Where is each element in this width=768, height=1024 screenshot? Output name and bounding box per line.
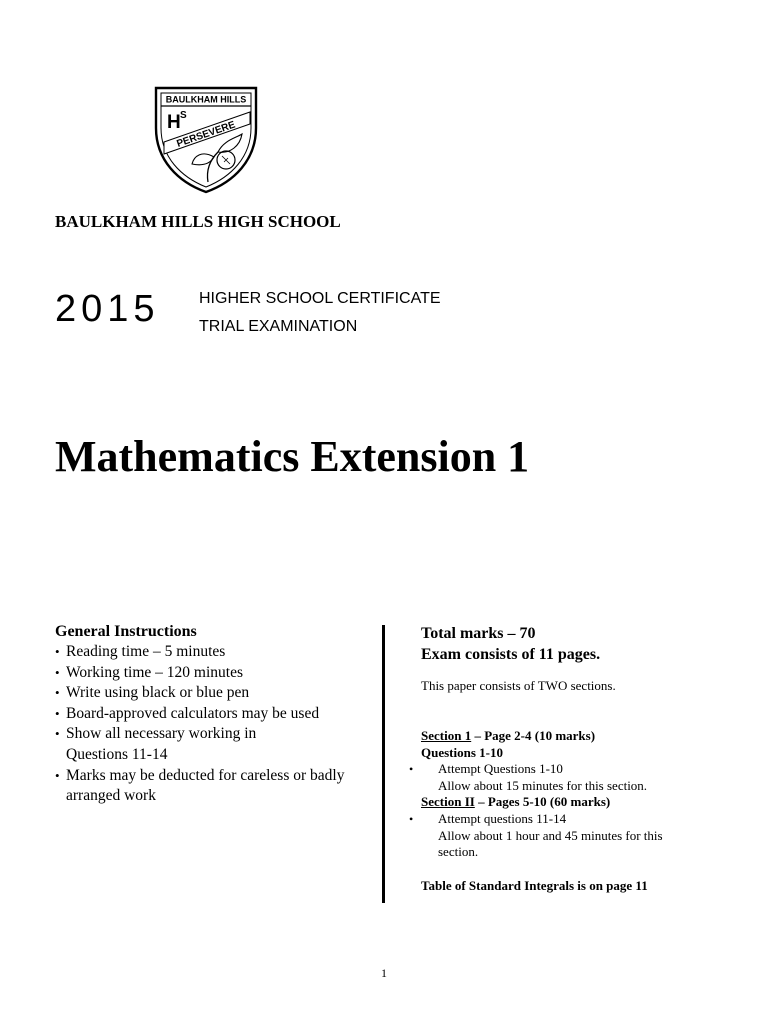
instruction-item: • Show all necessary working in Questions 11-14 bbox=[55, 725, 257, 763]
bullet-icon: • bbox=[55, 726, 60, 742]
svg-text:S: S bbox=[180, 110, 187, 121]
bullet-icon: • bbox=[55, 705, 60, 721]
bullet-icon: • bbox=[409, 811, 414, 826]
section2-time: Allow about 1 hour and 45 minutes for this section. bbox=[438, 827, 663, 860]
section2-heading: Section II – Pages 5-10 (60 marks) bbox=[421, 794, 611, 810]
section1-heading: Section 1 – Page 2-4 (10 marks) bbox=[421, 728, 596, 743]
page-number: 1 bbox=[381, 966, 387, 980]
bullet-icon: • bbox=[409, 762, 414, 777]
instructions-list bbox=[55, 642, 375, 807]
svg-text:BAULKHAM HILLS: BAULKHAM HILLS bbox=[165, 94, 247, 105]
certificate-title: HIGHER SCHOOL CERTIFICATE bbox=[199, 290, 441, 307]
section1-questions: Questions 1-10 bbox=[421, 744, 503, 760]
instruction-item: • Working time – 120 minutes bbox=[55, 663, 375, 684]
subject-title: Mathematics Extension 1 bbox=[55, 432, 530, 481]
bullet-icon: • bbox=[55, 767, 60, 783]
section1-attempt: • Attempt Questions 1-10 bbox=[409, 761, 563, 777]
instructions-heading: General Instructions bbox=[55, 623, 197, 640]
instruction-item: • Marks may be deducted for careless or badly arranged work bbox=[55, 766, 345, 805]
sections-note: This paper consists of TWO sections. bbox=[421, 678, 616, 693]
exam-type: TRIAL EXAMINATION bbox=[199, 318, 358, 335]
instruction-item: • Write using black or blue pen bbox=[55, 683, 375, 704]
instruction-item: • Board-approved calculators may be used bbox=[55, 704, 375, 725]
bullet-icon: • bbox=[55, 644, 60, 659]
bullet-icon: • bbox=[55, 664, 60, 680]
exam-summary bbox=[409, 623, 751, 894]
instruction-item: • Reading time – 5 minutes bbox=[55, 642, 375, 663]
school-name: BAULKHAM HILLS HIGH SCHOOL bbox=[55, 212, 341, 231]
page-count: Exam consists of 11 pages. bbox=[421, 646, 601, 663]
integrals-note: Table of Standard Integrals is on page 11 bbox=[421, 877, 648, 893]
bullet-icon: • bbox=[55, 685, 60, 701]
school-crest-logo bbox=[150, 84, 262, 196]
exam-year: 2015 bbox=[55, 288, 160, 330]
total-marks: Total marks – 70 bbox=[421, 625, 536, 642]
section1-time: Allow about 15 minutes for this section. bbox=[438, 777, 648, 793]
section2-attempt: • Attempt questions 11-14 bbox=[409, 810, 567, 826]
svg-text:PERSEVERE: PERSEVERE bbox=[175, 119, 237, 150]
svg-text:H: H bbox=[167, 112, 181, 133]
column-divider bbox=[382, 625, 385, 903]
general-instructions bbox=[55, 623, 375, 807]
sections-detail bbox=[409, 728, 751, 861]
